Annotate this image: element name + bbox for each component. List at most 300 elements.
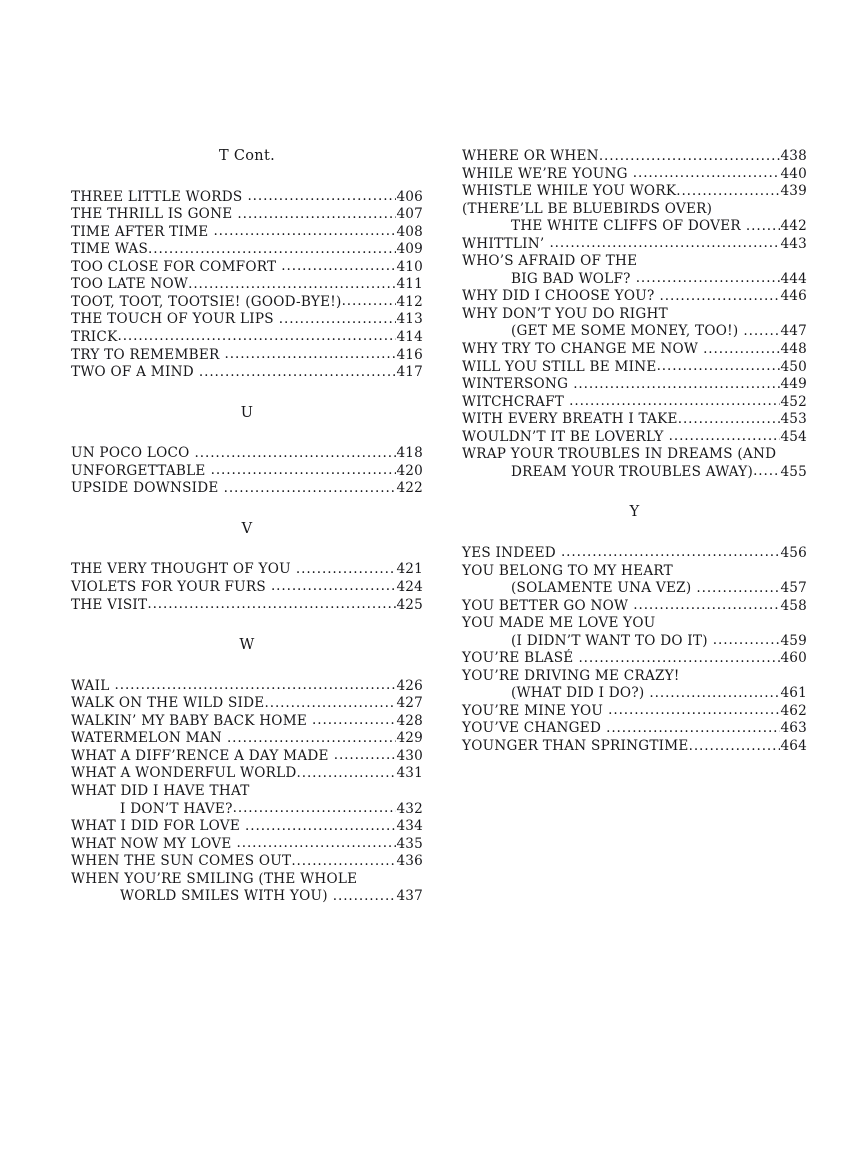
index-entry-line: [462, 545, 807, 563]
index-entry[interactable]: [71, 189, 423, 207]
index-entry-line: [462, 218, 807, 236]
index-entry[interactable]: [462, 306, 807, 341]
dot-leader: [211, 462, 397, 480]
entry-title: WHAT DID I HAVE THAT: [71, 782, 250, 799]
index-entry[interactable]: [71, 853, 423, 871]
dot-leader: [561, 544, 781, 562]
entry-page-number: 426: [396, 677, 423, 694]
entry-page-number: 453: [780, 411, 807, 428]
section-header: V: [241, 520, 253, 537]
index-entry-line: [71, 695, 423, 713]
index-entry-line: [71, 748, 423, 766]
dot-leader: [115, 677, 397, 695]
entry-page-number: 448: [780, 341, 807, 358]
entry-title: THE WHITE CLIFFS OF DOVER: [511, 218, 741, 235]
dot-leader: [606, 720, 780, 738]
entry-page-number: 447: [780, 323, 807, 340]
dot-leader: [265, 695, 397, 713]
index-entry[interactable]: [71, 871, 423, 906]
entry-title: WHY DID I CHOOSE YOU?: [462, 288, 655, 305]
entry-title: YOU BETTER GO NOW: [462, 597, 629, 614]
dot-leader: [199, 364, 397, 382]
index-entry-line: [462, 685, 807, 703]
entry-title: WHAT I DID FOR LOVE: [71, 818, 241, 835]
index-entry-line: [71, 765, 423, 783]
entry-title: WHY TRY TO CHANGE ME NOW: [462, 341, 699, 358]
index-entry-line: [71, 678, 423, 696]
dot-leader: [148, 241, 396, 259]
entry-page-number: 417: [396, 364, 423, 381]
index-entry[interactable]: [71, 748, 423, 766]
index-entry[interactable]: [462, 236, 807, 254]
entry-title: WALKIN’ MY BABY BACK HOME: [71, 712, 308, 729]
entry-title: WHEN THE SUN COMES OUT: [71, 853, 292, 870]
entry-page-number: 409: [396, 241, 423, 258]
index-entry-line: [462, 411, 807, 429]
index-entry-line: [71, 241, 423, 259]
dot-leader: [224, 480, 397, 498]
section-entry-list: [462, 148, 807, 481]
entry-title: (THERE’LL BE BLUEBIRDS OVER): [462, 200, 713, 217]
index-entry[interactable]: [462, 166, 807, 184]
section-spacer: [71, 655, 423, 678]
entry-title: (WHAT DID I DO?): [511, 685, 645, 702]
entry-page-number: 444: [780, 270, 807, 287]
entry-title: TOO LATE NOW: [71, 276, 189, 293]
index-entry[interactable]: [71, 224, 423, 242]
index-entry-line: [71, 801, 423, 819]
section-entry-list: [462, 545, 807, 756]
dot-leader: [578, 650, 780, 668]
index-entry-line: [71, 730, 423, 748]
index-entry-line: [462, 253, 807, 271]
index-entry[interactable]: [71, 445, 423, 463]
index-entry-line: [462, 633, 807, 651]
index-entry-line: [71, 463, 423, 481]
index-entry[interactable]: [462, 411, 807, 429]
index-entry-line: [71, 364, 423, 382]
index-entry-line: [462, 376, 807, 394]
dot-leader: [233, 800, 397, 818]
index-columns: [0, 148, 864, 906]
dot-leader: [753, 463, 780, 481]
entry-title: YOU MADE ME LOVE YOU: [462, 615, 656, 632]
entry-page-number: 424: [396, 578, 423, 595]
index-entry[interactable]: [71, 818, 423, 836]
dot-leader: [746, 218, 781, 236]
index-entry-line: [462, 323, 807, 341]
index-entry-line: [462, 429, 807, 447]
dot-leader: [237, 206, 396, 224]
entry-page-number: 420: [396, 462, 423, 479]
section-spacer: [71, 166, 423, 189]
dot-leader: [703, 341, 780, 359]
index-entry-line: [462, 668, 807, 686]
index-entry[interactable]: [71, 276, 423, 294]
entry-title: YOU’RE BLASÉ: [462, 650, 574, 667]
entry-title: THE VERY THOUGHT OF YOU: [71, 561, 291, 578]
entry-page-number: 454: [780, 428, 807, 445]
entry-page-number: 406: [396, 188, 423, 205]
entry-page-number: 459: [780, 632, 807, 649]
entry-page-number: 412: [396, 293, 423, 310]
entry-page-number: 437: [396, 888, 423, 905]
index-entry-line: [462, 446, 807, 464]
index-entry-line: [462, 720, 807, 738]
entry-page-number: 428: [396, 712, 423, 729]
index-entry-line: [71, 579, 423, 597]
entry-page-number: 450: [780, 358, 807, 375]
index-entry-line: [462, 341, 807, 359]
section-header: T Cont.: [219, 148, 275, 164]
entry-title: UN POCO LOCO: [71, 445, 190, 462]
section-spacer: [71, 382, 423, 405]
index-entry-line: [462, 271, 807, 289]
entry-page-number: 462: [780, 702, 807, 719]
entry-title: YOU’VE CHANGED: [462, 720, 602, 737]
entry-page-number: 452: [780, 393, 807, 410]
entry-page-number: 434: [396, 818, 423, 835]
dot-leader: [660, 288, 781, 306]
section-header: U: [240, 404, 254, 421]
entry-title: WITH EVERY BREATH I TAKE: [462, 411, 678, 428]
entry-page-number: 440: [780, 165, 807, 182]
index-entry[interactable]: [462, 183, 807, 201]
index-entry-line: [462, 598, 807, 616]
index-entry-line: [71, 294, 423, 312]
index-entry-line: [71, 347, 423, 365]
dot-leader: [599, 148, 781, 166]
entry-page-number: 432: [396, 800, 423, 817]
section-entry-list: [71, 189, 423, 382]
index-entry[interactable]: [71, 311, 423, 329]
index-entry-line: [462, 563, 807, 581]
entry-title: WHY DON’T YOU DO RIGHT: [462, 305, 668, 322]
dot-leader: [227, 730, 397, 748]
index-entry[interactable]: [71, 294, 423, 312]
index-entry[interactable]: [71, 695, 423, 713]
dot-leader: [649, 685, 780, 703]
dot-leader: [696, 580, 780, 598]
entry-title: THE TOUCH OF YOUR LIPS: [71, 311, 274, 328]
entry-page-number: 418: [396, 445, 423, 462]
dot-leader: [713, 632, 781, 650]
index-entry-line: [462, 580, 807, 598]
index-entry[interactable]: [462, 563, 807, 598]
entry-title: DREAM YOUR TROUBLES AWAY): [511, 463, 754, 480]
entry-title: TRICK: [71, 328, 118, 345]
index-entry[interactable]: [462, 376, 807, 394]
index-entry-line: [71, 224, 423, 242]
entry-page-number: 461: [780, 685, 807, 702]
index-entry-line: [462, 615, 807, 633]
index-entry[interactable]: [71, 597, 423, 615]
right-column: [462, 148, 807, 756]
dot-leader: [225, 346, 397, 364]
index-entry[interactable]: [71, 561, 423, 579]
left-column: [71, 148, 423, 906]
section-entry-list: [71, 678, 423, 906]
section-entry-list: [71, 561, 423, 614]
entry-page-number: 464: [780, 738, 807, 754]
index-entry-line: [71, 783, 423, 801]
entry-title: WHAT NOW MY LOVE: [71, 835, 232, 852]
entry-page-number: 446: [780, 288, 807, 305]
index-entry-line: [71, 276, 423, 294]
index-entry[interactable]: [462, 341, 807, 359]
index-entry-line: [71, 597, 423, 615]
index-entry-line: [71, 713, 423, 731]
entry-page-number: 407: [396, 206, 423, 223]
index-entry-line: [462, 359, 807, 377]
entry-page-number: 410: [396, 258, 423, 275]
index-entry-line: [71, 311, 423, 329]
entry-page-number: 455: [780, 463, 807, 480]
dot-leader: [334, 747, 397, 765]
index-entry[interactable]: [462, 720, 807, 738]
dot-leader: [296, 561, 397, 579]
entry-title: TRY TO REMEMBER: [71, 346, 220, 363]
index-entry[interactable]: [71, 241, 423, 259]
entry-page-number: 456: [780, 544, 807, 561]
entry-page-number: 416: [396, 346, 423, 363]
entry-title: WAIL: [71, 677, 110, 694]
entry-page-number: 438: [780, 148, 807, 164]
dot-leader: [147, 596, 396, 614]
entry-title: TOO CLOSE FOR COMFORT: [71, 258, 277, 275]
index-entry[interactable]: [71, 206, 423, 224]
entry-page-number: 431: [396, 765, 423, 782]
section-spacer: [462, 522, 807, 545]
entry-title: WHAT A WONDERFUL WORLD: [71, 765, 297, 782]
index-entry[interactable]: [71, 836, 423, 854]
index-entry-line: [71, 445, 423, 463]
entry-title: UNFORGETTABLE: [71, 462, 206, 479]
entry-title: WORLD SMILES WITH YOU): [120, 888, 328, 905]
index-entry-line: [71, 206, 423, 224]
index-entry-line: [71, 561, 423, 579]
index-entry[interactable]: [462, 615, 807, 650]
entry-page-number: 411: [396, 276, 423, 293]
index-entry-line: [462, 464, 807, 482]
dot-leader: [281, 258, 396, 276]
index-entry[interactable]: [462, 288, 807, 306]
dot-leader: [195, 445, 397, 463]
index-entry-line: [71, 888, 423, 906]
section-spacer: [71, 498, 423, 521]
dot-leader: [279, 311, 397, 329]
dot-leader: [633, 597, 780, 615]
index-entry-line: [462, 148, 807, 166]
index-entry[interactable]: [71, 783, 423, 818]
dot-leader: [247, 188, 396, 206]
entry-title: VIOLETS FOR YOUR FURS: [71, 578, 266, 595]
index-entry[interactable]: [462, 738, 807, 756]
dot-leader: [213, 223, 396, 241]
entry-page-number: 457: [780, 580, 807, 597]
entry-title: THE VISIT: [71, 596, 148, 613]
entry-title: WHO’S AFRAID OF THE: [462, 253, 638, 270]
entry-title: WHERE OR WHEN: [462, 148, 599, 164]
section-spacer: [462, 481, 807, 504]
entry-page-number: 442: [780, 218, 807, 235]
dot-leader: [271, 578, 397, 596]
entry-title: WHISTLE WHILE YOU WORK: [462, 183, 677, 200]
section-header: W: [239, 637, 255, 654]
entry-title: YES INDEED: [462, 544, 556, 561]
entry-title: UPSIDE DOWNSIDE: [71, 480, 219, 497]
index-entry[interactable]: [462, 598, 807, 616]
index-entry[interactable]: [462, 703, 807, 721]
dot-leader: [676, 183, 780, 201]
entry-page-number: 414: [396, 328, 423, 345]
entry-page-number: 435: [396, 835, 423, 852]
entry-title: WHEN YOU’RE SMILING (THE WHOLE: [71, 870, 358, 887]
entry-title: TOOT, TOOT, TOOTSIE! (GOOD-BYE!): [71, 293, 342, 310]
index-entry[interactable]: [462, 201, 807, 236]
index-entry[interactable]: [71, 259, 423, 277]
index-entry[interactable]: [71, 678, 423, 696]
dot-leader: [297, 765, 397, 783]
entry-title: WALK ON THE WILD SIDE: [71, 695, 265, 712]
index-entry-line: [462, 394, 807, 412]
entry-title: WINTERSONG: [462, 376, 569, 393]
dot-leader: [117, 328, 396, 346]
index-entry[interactable]: [462, 668, 807, 703]
entry-title: (SOLAMENTE UNA VEZ): [511, 580, 692, 597]
entry-page-number: 429: [396, 730, 423, 747]
index-entry-line: [462, 306, 807, 324]
entry-title: WATERMELON MAN: [71, 730, 222, 747]
entry-page-number: 463: [780, 720, 807, 737]
index-entry-line: [71, 871, 423, 889]
index-entry-line: [71, 853, 423, 871]
dot-leader: [669, 428, 781, 446]
entry-title: WOULDN’T IT BE LOVERLY: [462, 428, 664, 445]
index-entry[interactable]: [71, 347, 423, 365]
index-entry[interactable]: [71, 364, 423, 382]
entry-page-number: 436: [396, 853, 423, 870]
index-entry-line: [462, 650, 807, 668]
entry-title: YOU’RE DRIVING ME CRAZY!: [462, 667, 680, 684]
entry-page-number: 422: [396, 480, 423, 497]
index-entry[interactable]: [71, 329, 423, 347]
entry-page-number: 413: [396, 311, 423, 328]
dot-leader: [188, 276, 396, 294]
index-entry-line: [71, 818, 423, 836]
index-entry[interactable]: [462, 446, 807, 481]
dot-leader: [342, 293, 397, 311]
index-entry-line: [462, 288, 807, 306]
entry-title: YOU’RE MINE YOU: [462, 702, 604, 719]
section-spacer: [71, 422, 423, 445]
section-header: Y: [629, 504, 640, 521]
index-entry[interactable]: [462, 650, 807, 668]
entry-title: YOU BELONG TO MY HEART: [462, 562, 673, 579]
dot-leader: [633, 165, 781, 183]
dot-leader: [549, 235, 780, 253]
dot-leader: [573, 376, 780, 394]
entry-title: TIME WAS: [71, 241, 149, 258]
entry-page-number: 449: [780, 376, 807, 393]
index-entry-line: [462, 166, 807, 184]
dot-leader: [608, 702, 780, 720]
index-entry-line: [71, 259, 423, 277]
entry-page-number: 421: [396, 561, 423, 578]
index-entry[interactable]: [462, 394, 807, 412]
index-entry[interactable]: [462, 148, 807, 166]
dot-leader: [689, 738, 781, 756]
dot-leader: [291, 853, 396, 871]
entry-page-number: 408: [396, 223, 423, 240]
section-entry-list: [71, 445, 423, 498]
entry-page-number: 425: [396, 596, 423, 613]
entry-page-number: 443: [780, 235, 807, 252]
entry-title: TWO OF A MIND: [71, 364, 194, 381]
entry-page-number: 458: [780, 597, 807, 614]
entry-title: WRAP YOUR TROUBLES IN DREAMS (AND: [462, 446, 777, 463]
entry-page-number: 427: [396, 695, 423, 712]
entry-title: WHITTLIN’: [462, 235, 545, 252]
index-entry-line: [71, 836, 423, 854]
entry-title: WITCHCRAFT: [462, 393, 565, 410]
index-entry-line: [462, 183, 807, 201]
entry-page-number: 430: [396, 747, 423, 764]
entry-title: BIG BAD WOLF?: [511, 270, 631, 287]
index-entry-line: [462, 201, 807, 219]
index-entry[interactable]: [462, 429, 807, 447]
entry-title: TIME AFTER TIME: [71, 223, 209, 240]
index-entry[interactable]: [71, 463, 423, 481]
entry-title: WHILE WE’RE YOUNG: [462, 165, 628, 182]
index-entry[interactable]: [71, 579, 423, 597]
entry-page-number: 439: [780, 183, 807, 200]
entry-title: (I DIDN’T WANT TO DO IT): [511, 632, 708, 649]
entry-title: YOUNGER THAN SPRINGTIME: [462, 738, 689, 754]
entry-page-number: 460: [780, 650, 807, 667]
index-entry-line: [462, 738, 807, 756]
index-entry[interactable]: [71, 480, 423, 498]
index-entry-line: [71, 480, 423, 498]
dot-leader: [333, 888, 397, 906]
entry-title: THE THRILL IS GONE: [71, 206, 233, 223]
dot-leader: [636, 270, 781, 288]
dot-leader: [312, 712, 396, 730]
dot-leader: [569, 393, 780, 411]
index-entry[interactable]: [71, 765, 423, 783]
dot-leader: [743, 323, 780, 341]
section-spacer: [71, 614, 423, 637]
index-entry[interactable]: [462, 359, 807, 377]
index-entry[interactable]: [71, 713, 423, 731]
index-entry[interactable]: [71, 730, 423, 748]
index-entry-line: [71, 329, 423, 347]
index-entry-line: [71, 189, 423, 207]
dot-leader: [245, 818, 396, 836]
entry-title: WHAT A DIFF’RENCE A DAY MADE: [71, 747, 329, 764]
index-entry-line: [462, 703, 807, 721]
entry-title: (GET ME SOME MONEY, TOO!): [511, 323, 739, 340]
dot-leader: [237, 835, 397, 853]
entry-title: THREE LITTLE WORDS: [71, 188, 243, 205]
index-entry[interactable]: [462, 253, 807, 288]
dot-leader: [678, 411, 781, 429]
entry-title: WILL YOU STILL BE MINE: [462, 358, 657, 375]
entry-title: I DON’T HAVE?: [120, 800, 233, 817]
dot-leader: [657, 358, 781, 376]
section-spacer: [71, 538, 423, 561]
index-entry[interactable]: [462, 545, 807, 563]
